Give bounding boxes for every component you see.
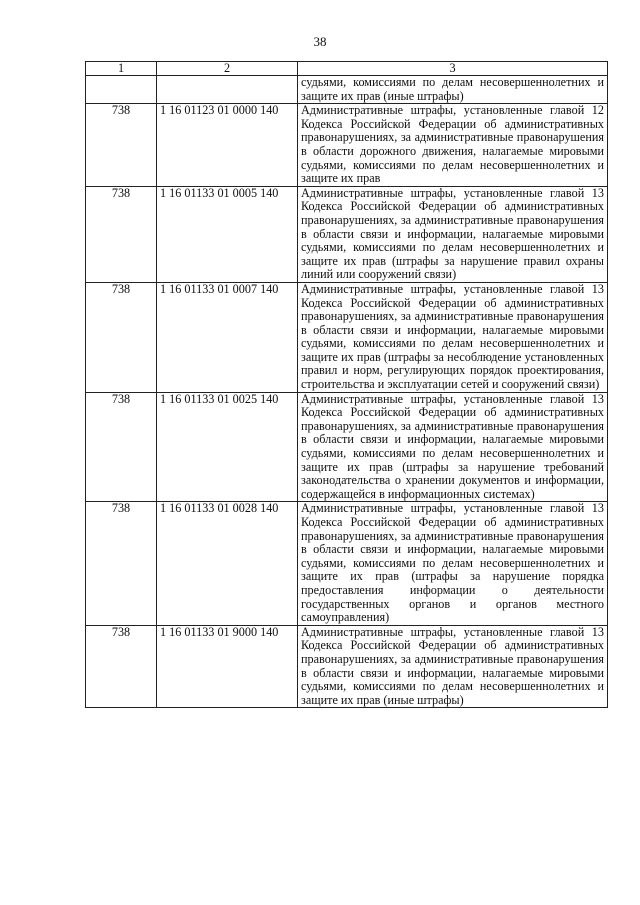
admin-code-cell: 738: [86, 502, 157, 625]
description-cell: [298, 282, 608, 392]
column-header-2: 2: [157, 62, 298, 76]
description-text: Административные штрафы, установленные главой 13 Кодекса Российской Федерации об административных правонарушениях, за административные правонарушения в области связи и информации, налагаемые мировыми судьями, комиссиями по делам несовершеннолетних и защите их прав (штрафы за нарушение требований законодательства о хранении документов и информации, содержащейся в информационных системах): [301, 391, 604, 501]
table-row: [86, 392, 608, 502]
admin-code-cell: 738: [86, 186, 157, 282]
table-row: [86, 282, 608, 392]
description-cell: [298, 502, 608, 625]
column-header-3: 3: [298, 62, 608, 76]
description-text: Административные штрафы, установленные главой 12 Кодекса Российской Федерации об административных правонарушениях, за административные правонарушения в области дорожного движения, налагаемые мировыми судьями, комиссиями по делам несовершеннолетних и защите их прав: [301, 103, 604, 186]
admin-code-cell: [86, 76, 157, 104]
table-row: [86, 76, 608, 104]
budget-code-cell: 1 16 01133 01 0028 140: [157, 502, 298, 625]
description-cell: [298, 625, 608, 708]
budget-codes-table: [85, 61, 608, 708]
table-row: [86, 625, 608, 708]
admin-code-cell: 738: [86, 104, 157, 187]
header-row: [86, 62, 608, 76]
page-number: 38: [313, 34, 327, 49]
description-text: Административные штрафы, установленные главой 13 Кодекса Российской Федерации об административных правонарушениях, за административные правонарушения в области связи и информации, налагаемые мировыми судьями, комиссиями по делам несовершеннолетних и защите их прав (штрафы за несоблюдение установленных правил и норм, регулирующих порядок проектирования, строительства и эксплуатации сетей и сооружений связи): [301, 281, 604, 392]
description-cell: [298, 104, 608, 187]
admin-code-cell: 738: [86, 282, 157, 392]
budget-code-cell: 1 16 01133 01 9000 140: [157, 625, 298, 708]
description-cell: [298, 76, 608, 104]
description-text: Административные штрафы, установленные главой 13 Кодекса Российской Федерации об административных правонарушениях, за административные правонарушения в области связи и информации, налагаемые мировыми судьями, комиссиями по делам несовершеннолетних и защите их прав (иные штрафы): [301, 624, 604, 707]
description-cell: [298, 186, 608, 282]
budget-code-cell: 1 16 01133 01 0007 140: [157, 282, 298, 392]
budget-code-cell: 1 16 01133 01 0005 140: [157, 186, 298, 282]
admin-code-cell: 738: [86, 625, 157, 708]
description-text: Административные штрафы, установленные главой 13 Кодекса Российской Федерации об административных правонарушениях, за административные правонарушения в области связи и информации, налагаемые мировыми судьями, комиссиями по делам несовершеннолетних и защите их прав (штрафы за нарушение порядка предоставления информации о деятельности государственных органов и органов местного самоуправления): [301, 501, 604, 625]
table-body: [86, 76, 608, 708]
budget-code-cell: 1 16 01133 01 0025 140: [157, 392, 298, 502]
description-cell: [298, 392, 608, 502]
description-text: судьями, комиссиями по делам несовершеннолетних и защите их прав (иные штрафы): [301, 75, 604, 103]
admin-code-cell: 738: [86, 392, 157, 502]
column-header-1: 1: [86, 62, 157, 76]
budget-code-cell: [157, 76, 298, 104]
budget-code-cell: 1 16 01123 01 0000 140: [157, 104, 298, 187]
table-row: [86, 104, 608, 187]
description-text: Административные штрафы, установленные главой 13 Кодекса Российской Федерации об административных правонарушениях, за административные правонарушения в области связи и информации, налагаемые мировыми судьями, комиссиями по делам несовершеннолетних и защите их прав (штрафы за нарушение правил охраны линий или сооружений связи): [301, 185, 604, 282]
table-header: [86, 62, 608, 76]
table-row: [86, 186, 608, 282]
table-row: [86, 502, 608, 625]
